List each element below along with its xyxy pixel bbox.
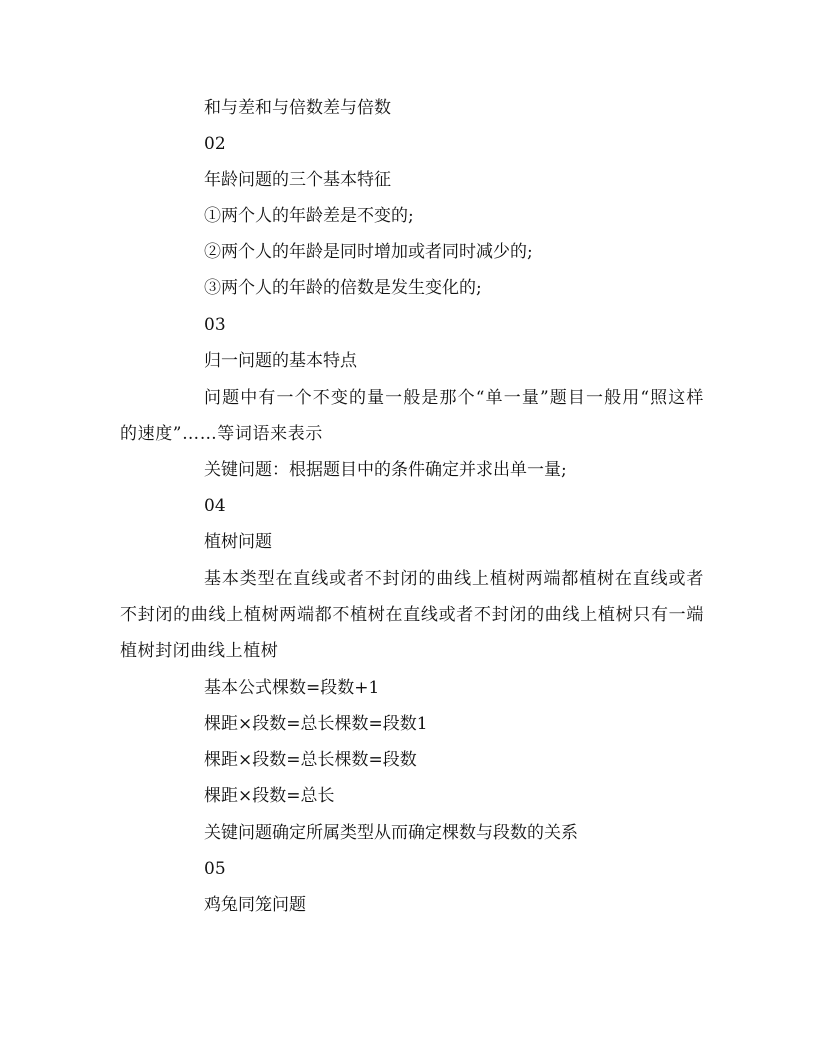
- paragraph: 基本类型在直线或者不封闭的曲线上植树两端都植树在直线或者不封闭的曲线上植树两端都不植树在直线或者不封闭的曲线上植树只有一端植树封闭曲线上植树: [120, 569, 704, 661]
- formula-line: 基本公式棵数=段数+1: [204, 678, 380, 698]
- text-line: 关键问题：根据题目中的条件确定并求出单一量;: [204, 460, 567, 480]
- formula-line: 棵距×段数=总长: [204, 786, 335, 806]
- section-number: 05: [204, 859, 226, 879]
- formula-line: 棵距×段数=总长棵数=段数: [204, 750, 417, 770]
- section-number: 02: [204, 134, 226, 154]
- list-item: ②两个人的年龄是同时增加或者同时减少的;: [204, 242, 533, 262]
- section-heading: 鸡兔同笼问题: [204, 895, 306, 915]
- section-number: 03: [204, 315, 226, 335]
- paragraph: 问题中有一个不变的量一般是那个“单一量”题目一般用“照这样的速度”……等词语来表示: [120, 388, 704, 444]
- list-item: ①两个人的年龄差是不变的;: [204, 206, 414, 226]
- section-heading: 植树问题: [204, 532, 272, 552]
- text-line: 和与差和与倍数差与倍数: [204, 98, 391, 118]
- section-number: 04: [204, 496, 226, 516]
- section-heading: 归一问题的基本特点: [204, 351, 357, 371]
- text-line: 关键问题确定所属类型从而确定棵数与段数的关系: [204, 823, 578, 843]
- list-item: ③两个人的年龄的倍数是发生变化的;: [204, 278, 482, 298]
- formula-line: 棵距×段数=总长棵数=段数1: [204, 714, 428, 734]
- section-heading: 年龄问题的三个基本特征: [204, 170, 391, 190]
